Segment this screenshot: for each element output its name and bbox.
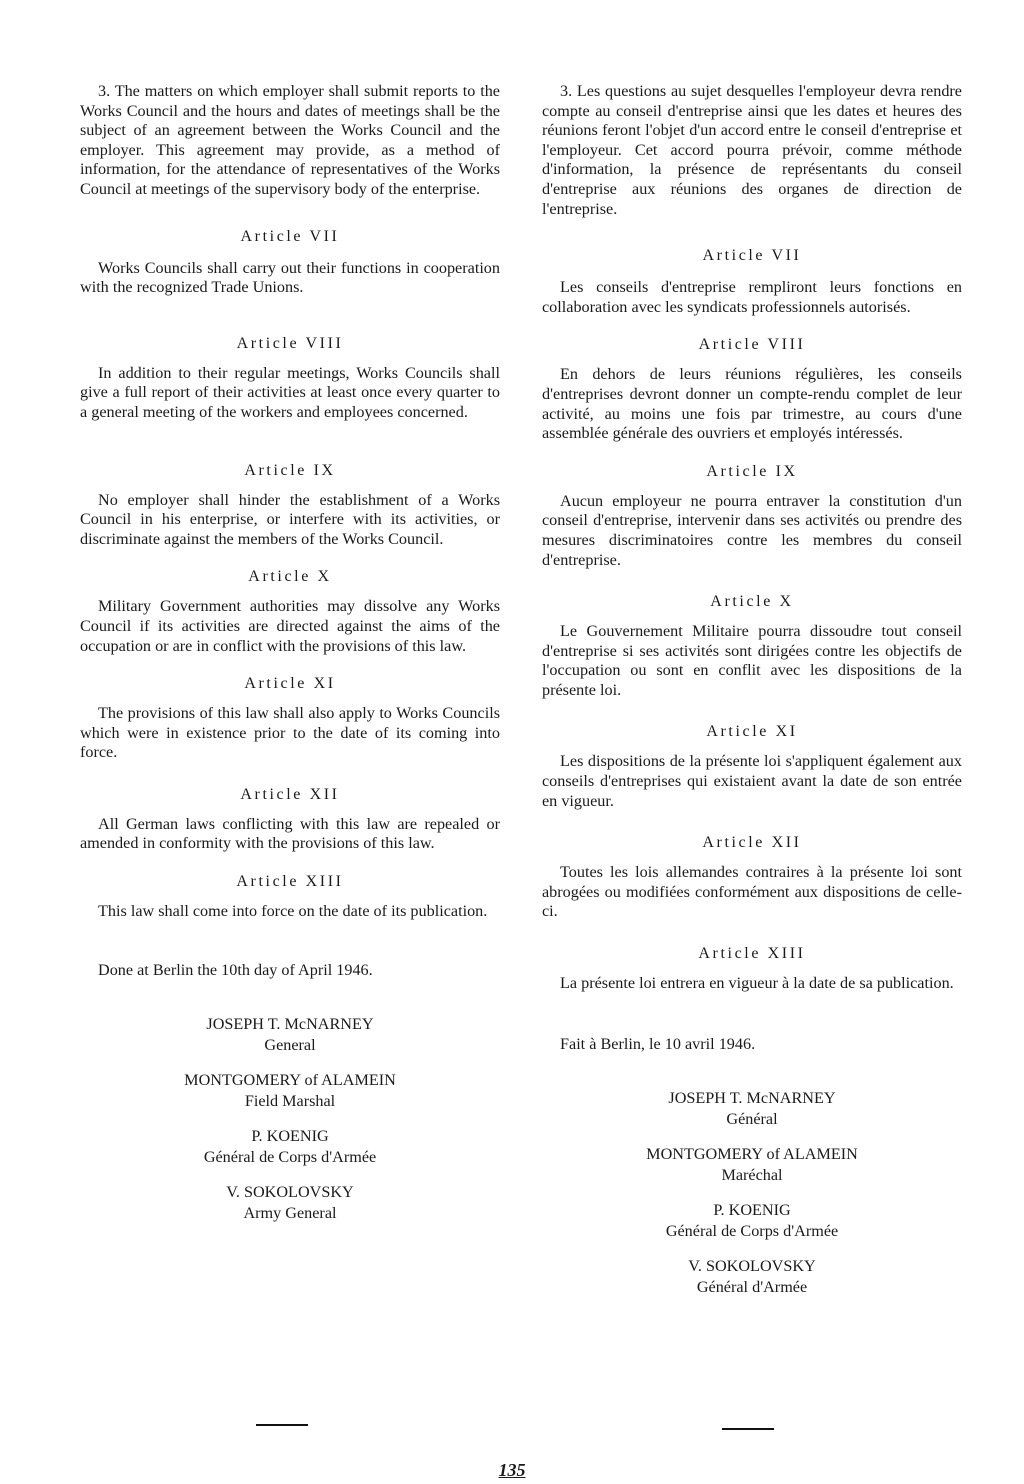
article-text-12-en: All German laws conflicting with this law are repealed or amended in conformity with the provisions of this law.	[80, 814, 500, 853]
signatory-block	[80, 1182, 500, 1224]
signatory-title: Field Marshal	[244, 1091, 336, 1110]
paragraph-3-en: 3. The matters on which employer shall submit reports to the Works Council and the hours and dates of meetings shall be the subject of an agreement between the Works Council and the employer. This agreement may provide, as a method of information, for the attendance of representatives of the Works Council at meetings of the supervisory body of the enterprise.	[80, 82, 500, 198]
signatory-block	[542, 1088, 962, 1130]
page-number: 135	[498, 1460, 526, 1480]
paragraph-3-fr: 3. Les questions au sujet desquelles l'employeur devra rendre compte au conseil d'entreprise ainsi que les dates et heures des réunions feront l'objet d'un accord entre le conseil d'entreprise et l'employeur. Cet accord pourra prévoir, comme méthode d'information, la présence de représentants du conseil d'entreprise aux réunions des organes de direction de l'entreprise.	[542, 82, 962, 218]
article-heading-12-en: Article XII	[240, 785, 340, 803]
article-text-13-en: This law shall come into force on the date of its publication.	[98, 902, 488, 921]
signatory-block	[80, 1070, 500, 1112]
signatory-block	[542, 1200, 962, 1242]
article-text-11-en: The provisions of this law shall also apply to Works Councils which were in existence prior to the date of its coming into force.	[80, 704, 500, 762]
article-text-8-en: In addition to their regular meetings, Works Councils shall give a full report of their activities at least once every quarter to a general meeting of the workers and employees concerned.	[80, 363, 500, 421]
signatory-block	[542, 1144, 962, 1186]
signatory-name: V. SOKOLOVSKY	[688, 1256, 816, 1275]
article-heading-13-en: Article XIII	[236, 873, 344, 891]
article-text-9-en: No employer shall hinder the establishment of a Works Council in his enterprise, or interfere with its activities, or discriminate against the members of the Works Council.	[80, 490, 500, 548]
signatory-block	[542, 1256, 962, 1298]
article-heading-7-fr: Article VII	[702, 247, 802, 265]
article-heading-12-fr: Article XII	[702, 834, 802, 852]
article-text-10-en: Military Government authorities may dissolve any Works Council if its activities are directed against the aims of the occupation or are in conflict with the provisions of this law.	[80, 597, 500, 655]
article-text-13-fr: La présente loi entrera en vigueur à la date de sa publication.	[560, 974, 954, 993]
article-heading-13-fr: Article XIII	[698, 945, 806, 963]
signatory-name: MONTGOMERY of ALAMEIN	[646, 1144, 858, 1163]
article-heading-8-fr: Article VIII	[698, 336, 806, 354]
french-column	[542, 82, 962, 1298]
article-text-8-fr: En dehors de leurs réunions régulières, les conseils d'entreprises devront donner un compte-rendu complet de leur activité, au moins une fois par trimestre, au cours d'une assemblée générale des ouvriers et employés intéressés.	[542, 365, 962, 443]
signatory-title: Army General	[243, 1203, 337, 1222]
signatory-block	[80, 1126, 500, 1168]
signatory-name: MONTGOMERY of ALAMEIN	[184, 1070, 396, 1089]
article-heading-11-en: Article XI	[244, 675, 336, 693]
article-text-7-en: Works Councils shall carry out their functions in cooperation with the recognized Trade Unions.	[80, 258, 500, 297]
signatory-block	[80, 1014, 500, 1056]
signatory-name: P. KOENIG	[251, 1126, 329, 1145]
article-heading-9-fr: Article IX	[706, 462, 798, 480]
signatory-title: Général	[726, 1109, 778, 1128]
signatory-title: Général de Corps d'Armée	[203, 1147, 377, 1166]
article-text-12-fr: Toutes les lois allemandes contraires à la présente loi sont abrogées ou modifiées conformément aux dispositions de celle-ci.	[542, 863, 962, 921]
signatory-name: JOSEPH T. McNARNEY	[206, 1014, 374, 1033]
signatory-name: P. KOENIG	[713, 1200, 791, 1219]
signatures-fr	[542, 1088, 962, 1298]
closing-rule-left	[256, 1424, 308, 1426]
signatory-title: Général de Corps d'Armée	[665, 1221, 839, 1240]
article-text-11-fr: Les dispositions de la présente loi s'appliquent également aux conseils d'entreprises qui existaient avant la date de son entrée en vigueur.	[542, 752, 962, 810]
done-at-line-en: Done at Berlin the 10th day of April 1946.	[98, 960, 373, 979]
signatory-name: JOSEPH T. McNARNEY	[668, 1088, 836, 1107]
article-text-10-fr: Le Gouvernement Militaire pourra dissoudre tout conseil d'entreprise si ses activités sont dirigées contre les objectifs de l'occupation ou sont en conflit avec les dispositions de la présente loi.	[542, 622, 962, 699]
article-heading-9-en: Article IX	[244, 461, 336, 479]
done-at-line-fr: Fait à Berlin, le 10 avril 1946.	[560, 1034, 756, 1053]
signatory-name: V. SOKOLOVSKY	[226, 1182, 354, 1201]
english-column	[80, 82, 500, 1224]
closing-rule-right	[722, 1428, 774, 1430]
article-heading-7-en: Article VII	[240, 227, 340, 245]
article-heading-10-en: Article X	[248, 568, 332, 586]
article-heading-10-fr: Article X	[710, 593, 794, 611]
article-text-9-fr: Aucun employeur ne pourra entraver la constitution d'un conseil d'entreprise, intervenir dans ses activités ou prendre des mesures discriminatoires contre les membres du conseil d'entreprise.	[542, 491, 962, 569]
article-heading-8-en: Article VIII	[236, 334, 344, 352]
signatures-en	[80, 1014, 500, 1224]
article-text-7-fr: Les conseils d'entreprise rempliront leurs fonctions en collaboration avec les syndicats professionnels autorisés.	[542, 278, 962, 316]
signatory-title: General	[264, 1035, 316, 1054]
article-heading-11-fr: Article XI	[706, 723, 798, 741]
signatory-title: Général d'Armée	[696, 1277, 808, 1296]
signatory-title: Maréchal	[721, 1165, 783, 1184]
